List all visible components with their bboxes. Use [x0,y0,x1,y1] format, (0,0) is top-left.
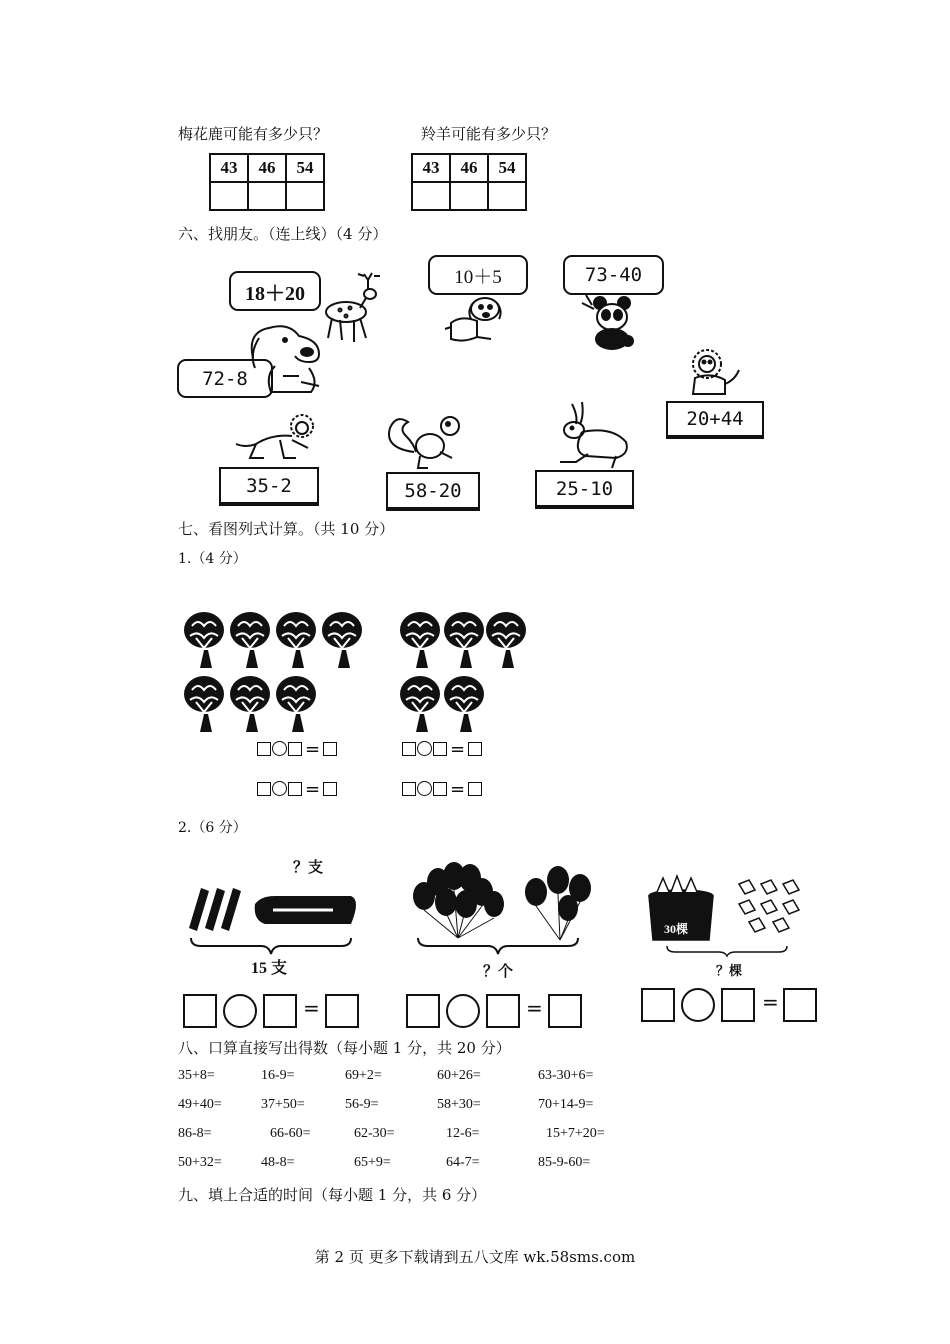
calc-item: 64-7= [446,1155,480,1170]
option-cell: 46 [450,154,488,182]
page-footer: 第 2 页 更多下载请到五八文库 wk.58sms.com [314,1248,636,1266]
calc-item: 70+14-9= [538,1097,594,1112]
expression-bubble: 18＋20 [229,271,321,311]
equals-sign: = [303,996,320,1020]
equation-blank[interactable]: = [257,779,337,800]
calc-item: 66-60= [270,1126,311,1141]
option-cell: 46 [248,154,286,182]
question-antelope: 羚羊可能有多少只？ [421,125,557,143]
calc-item: 56-9= [345,1097,379,1112]
equals-sign: = [526,996,543,1020]
calc-item: 16-9= [261,1068,295,1083]
tree-icon [276,676,316,732]
option-cell: 43 [210,154,248,182]
answer-box[interactable] [783,988,817,1022]
lion-icon [685,348,745,400]
question-deer: 梅花鹿可能有多少只？ [178,125,329,143]
operator-circle[interactable] [681,988,715,1022]
equation-blank[interactable]: = [257,739,337,760]
answer-cell[interactable] [488,182,526,210]
options-table-antelope [411,153,527,211]
expression-plaque: 20+44 [666,401,764,439]
calc-item: 63-30+6= [538,1068,594,1083]
expression-plaque: 58-20 [386,472,480,511]
answer-box[interactable] [406,994,440,1028]
panda-icon [578,293,648,351]
answer-box[interactable] [641,988,675,1022]
rabbit-icon [552,400,634,470]
tree-icon [276,612,316,668]
tree-icon [400,676,440,732]
options-table-deer [209,153,325,211]
operator-circle[interactable] [446,994,480,1028]
tree-icon [184,676,224,732]
tree-icon [444,612,484,668]
calc-item: 12-6= [446,1126,480,1141]
section7-title: 七、看图列式计算。（共 10 分） [178,520,395,538]
tree-icon [444,676,484,732]
carrots-illustration [643,870,815,954]
answer-box[interactable] [325,994,359,1028]
balloons-question-label: ？个 [483,964,514,980]
section9-title: 九、填上合适的时间（每小题 1 分，共 6 分） [178,1186,487,1204]
tree-icon [486,612,526,668]
expression-bubble: 10＋5 [428,255,528,295]
calc-item: 35+8= [178,1068,215,1083]
monkey-icon [232,412,324,464]
expression-plaque: 25-10 [535,470,634,509]
operator-circle[interactable] [223,994,257,1028]
question-1-label: 1.（4 分） [178,551,247,567]
calc-item: 65+9= [354,1155,391,1170]
section8-title: 八、口算直接写出得数（每小题 1 分，共 20 分） [178,1039,511,1057]
calc-item: 60+26= [437,1068,481,1083]
tree-icon [230,676,270,732]
equation-blank[interactable]: = [402,739,482,760]
option-cell: 54 [286,154,324,182]
expression-bubble: 73-40 [563,255,664,295]
answer-cell[interactable] [412,182,450,210]
tree-icon [184,612,224,668]
section6-title: 六、找朋友。（连上线）（4 分） [178,225,388,243]
calc-item: 58+30= [437,1097,481,1112]
carrots-basket-label: 30棵 [664,922,689,936]
answer-box[interactable] [486,994,520,1028]
deer-icon [320,272,390,347]
balloons-illustration [408,858,604,958]
tree-icon [400,612,440,668]
expression-plaque: 35-2 [219,467,319,506]
trees-illustration [180,606,530,730]
calc-item: 50+32= [178,1155,222,1170]
dog-icon [245,322,325,397]
calc-item: 37+50= [261,1097,305,1112]
squirrel-icon [384,412,470,472]
answer-box[interactable] [263,994,297,1028]
expression-bubble: 72-8 [177,359,273,398]
calc-item: 62-30= [354,1126,395,1141]
carrots-question-label: ？棵 [716,963,743,978]
answer-box[interactable] [721,988,755,1022]
calc-item: 69+2= [345,1068,382,1083]
pencils-total-label: 15 支 [251,960,288,977]
question-2-label: 2.（6 分） [178,820,247,836]
calc-item: 85-9-60= [538,1155,591,1170]
calc-item: 15+7+20= [546,1126,605,1141]
calc-item: 86-8= [178,1126,212,1141]
answer-box[interactable] [183,994,217,1028]
answer-cell[interactable] [450,182,488,210]
option-cell: 43 [412,154,450,182]
puppy-icon [443,293,515,348]
equals-sign: = [762,990,779,1014]
calc-item: 49+40= [178,1097,222,1112]
answer-cell[interactable] [286,182,324,210]
tree-icon [322,612,362,668]
answer-cell[interactable] [248,182,286,210]
equation-blank[interactable]: = [402,779,482,800]
tree-icon [230,612,270,668]
pencils-question-label: ？支 [293,860,324,876]
answer-cell[interactable] [210,182,248,210]
calc-item: 48-8= [261,1155,295,1170]
option-cell: 54 [488,154,526,182]
answer-box[interactable] [548,994,582,1028]
